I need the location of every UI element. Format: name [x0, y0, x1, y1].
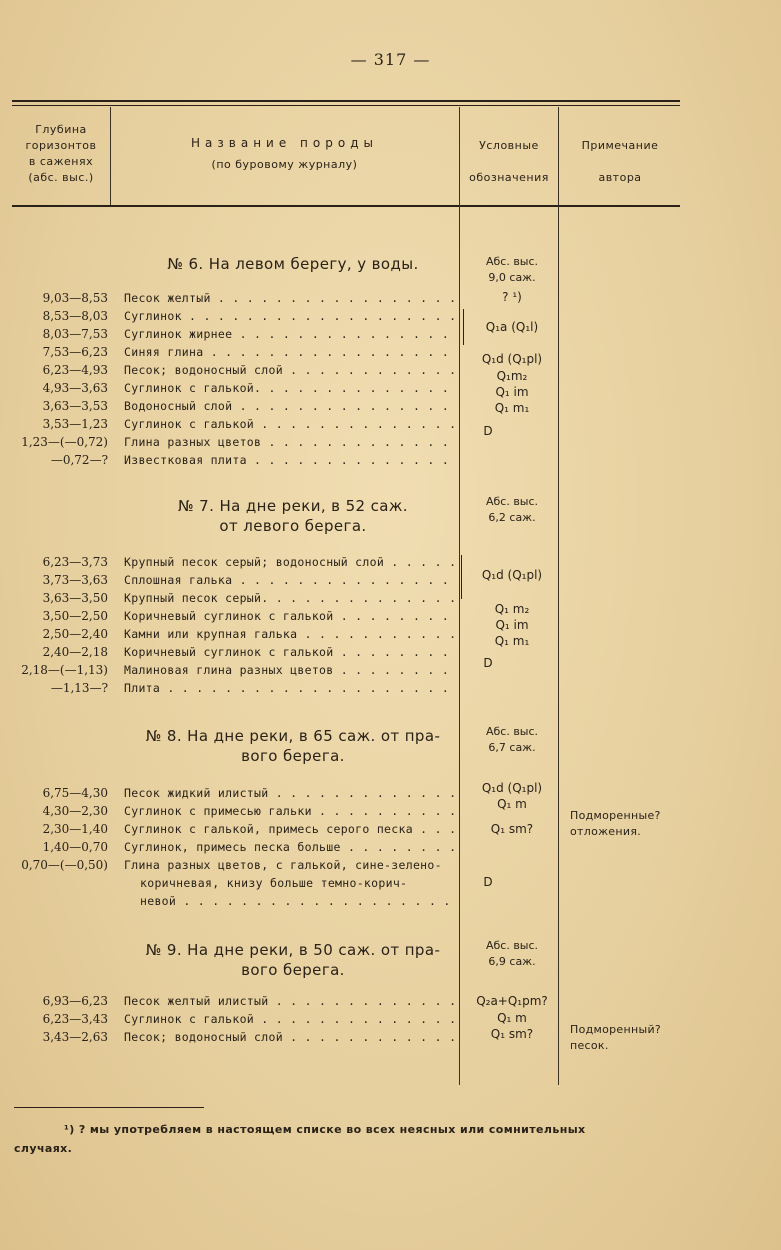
geologic-symbol: Q₁d (Q₁pl) [481, 568, 543, 582]
layer-rock: Камни или крупная галька . . . [124, 625, 454, 643]
layer-rock: Суглинок жирнее . . . [124, 325, 454, 343]
header-symbols-line: обозначения [469, 171, 549, 184]
layer-depth: 4,93—3,63 [42, 381, 108, 395]
layer-rock: Крупный песок серый; водоносный слой . . . [124, 553, 454, 571]
layer-depth: 2,40—2,18 [42, 645, 108, 659]
absolute-height-value: 6,7 саж. [488, 741, 536, 754]
layer-rock: Песок желтый илистый . . . [124, 992, 454, 1010]
borehole-title-line: вого берега. [241, 961, 345, 979]
geologic-symbol: Q₁d (Q₁pl) [481, 352, 543, 366]
borehole-title [118, 726, 468, 766]
header-rock-name-line: (по буровому журналу) [211, 158, 358, 171]
absolute-height [464, 494, 560, 526]
column-divider-1 [110, 107, 111, 205]
footnote [14, 1120, 694, 1158]
layer-rock: Коричневый суглинок с галькой . . . [124, 643, 454, 661]
geologic-symbol: Q₁ m [497, 797, 527, 811]
layer-depth: 8,53—8,03 [42, 309, 108, 323]
borehole-title-line: вого берега. [241, 747, 345, 765]
layer-rock: невой . . . [140, 892, 454, 910]
layer-rock: Крупный песок серый. . . . [124, 589, 454, 607]
layer-rock: Песок; водоносный слой . . . [124, 1028, 454, 1046]
page-number: — 317 — [350, 50, 431, 69]
layer-depth: 9,03—8,53 [42, 291, 108, 305]
header-bottom-rule [12, 205, 680, 207]
layer-depth: 4,30—2,30 [42, 804, 108, 818]
borehole-title-line: № 7. На дне реки, в 52 саж. [178, 497, 408, 515]
geologic-symbol: Q₁d (Q₁pl) [481, 781, 543, 795]
header-depth-line: горизонтов [25, 139, 97, 152]
layer-rock: Плита . . . [124, 679, 454, 697]
borehole-title-line: № 9. На дне реки, в 50 саж. от пра- [145, 941, 441, 959]
geologic-symbol: Q₁ m₂ [494, 602, 530, 616]
borehole-title [118, 254, 468, 274]
author-note [570, 808, 690, 840]
layer-rock: Суглинок с галькой . . . [124, 415, 454, 433]
layer-depth: 3,43—2,63 [42, 1030, 108, 1044]
layer-depth: —1,13—? [50, 681, 108, 695]
geologic-symbol: Q₂a+Q₁pm? [476, 994, 548, 1008]
layer-depth: 6,23—3,43 [42, 1012, 108, 1026]
table-top-rule [12, 100, 680, 102]
layer-rock: коричневая, книзу больше темно-корич- [140, 876, 408, 890]
borehole-title-line: от левого берега. [219, 517, 367, 535]
table-top-rule-thin [12, 105, 680, 106]
layer-depth: 6,93—6,23 [42, 994, 108, 1008]
header-symbols-line: Условные [479, 139, 539, 152]
layer-rock: Известковая плита . . . [124, 451, 454, 469]
layer-rock: Песок желтый . . . [124, 289, 454, 307]
layer-rock: Коричневый суглинок с галькой . . . [124, 607, 454, 625]
author-note [570, 1022, 690, 1054]
header-depth-line: Глубина [35, 123, 87, 136]
layer-depth: 3,63—3,50 [42, 591, 108, 605]
author-note-line: Подморенные? [570, 809, 661, 822]
layer-depth: 3,73—3,63 [42, 573, 108, 587]
layer-rock: Глина разных цветов, с галькой, сине-зелено- [124, 858, 442, 872]
absolute-height-value: 9,0 саж. [488, 271, 536, 284]
layer-depth: 6,75—4,30 [42, 786, 108, 800]
layer-depth: 1,40—0,70 [42, 840, 108, 854]
geologic-symbol: Q₁a (Q₁l) [485, 320, 539, 334]
geologic-symbol: Q₁ sm? [490, 822, 534, 836]
absolute-height [464, 724, 560, 756]
absolute-height-label: Абс. выс. [485, 939, 539, 952]
layer-rock: Песок жидкий илистый . . . [124, 784, 454, 802]
header-notes [560, 130, 680, 194]
header-rock-name [112, 132, 457, 176]
borehole-title-line: № 8. На дне реки, в 65 саж. от пра- [145, 727, 441, 745]
layer-depth: 2,50—2,40 [42, 627, 108, 641]
layer-rock: Малиновая глина разных цветов . . . [124, 661, 454, 679]
borehole-title-line: № 6. На левом берегу, у воды. [167, 255, 419, 273]
geologic-symbol: Q₁ im [495, 385, 529, 399]
header-notes-line: автора [598, 171, 642, 184]
geologic-symbol: Q₁ m₁ [494, 401, 530, 415]
footnote-line: случаях. [14, 1142, 73, 1155]
geologic-symbol: D [483, 875, 493, 889]
header-depth-line: в саженях [28, 155, 94, 168]
header-rock-name-line: Название породы [191, 136, 378, 150]
layer-depth: 3,53—1,23 [42, 417, 108, 431]
footnote-line: ¹) ? мы употребляем в настоящем списке во всех неясных или сомнительных [64, 1123, 586, 1136]
absolute-height-value: 6,9 саж. [488, 955, 536, 968]
layer-rock: Суглинок . . . [124, 307, 454, 325]
footnote-rule [14, 1107, 204, 1108]
layer-depth: 1,23—(—0,72) [21, 435, 108, 449]
absolute-height [464, 254, 560, 286]
layer-depth: 2,18—(—1,13) [21, 663, 108, 677]
borehole-title [118, 496, 468, 536]
layer-rock: Суглинок с галькой . . . [124, 1010, 454, 1028]
geologic-symbol: D [483, 656, 493, 670]
author-note-line: отложения. [570, 825, 642, 838]
layer-depth: 6,23—4,93 [42, 363, 108, 377]
header-depth-line: (абс. выс.) [28, 171, 94, 184]
geologic-symbol: Q₁ im [495, 618, 529, 632]
layer-rock: Суглинок с примесью гальки . . . [124, 802, 454, 820]
geologic-symbol: Q₁ sm? [490, 1027, 534, 1041]
absolute-height-value: 6,2 саж. [488, 511, 536, 524]
geologic-symbol: Q₁m₂ [496, 369, 528, 383]
borehole-title [118, 940, 468, 980]
geologic-symbol: Q₁ m [497, 1011, 527, 1025]
layer-depth: 8,03—7,53 [42, 327, 108, 341]
absolute-height-label: Абс. выс. [485, 255, 539, 268]
header-notes-line: Примечание [581, 139, 659, 152]
layer-rock: Суглинок с галькой. . . . [124, 379, 454, 397]
layer-rock: Глина разных цветов . . . [124, 433, 454, 451]
author-note-line: Подморенный? [570, 1023, 662, 1036]
layer-depth: 3,50—2,50 [42, 609, 108, 623]
geologic-symbol: ? ¹) [502, 290, 522, 304]
geologic-symbol: D [483, 424, 493, 438]
absolute-height-label: Абс. выс. [485, 725, 539, 738]
layer-rock: Синяя глина . . . [124, 343, 454, 361]
layer-depth: 2,30—1,40 [42, 822, 108, 836]
layer-rock: Водоносный слой . . . [124, 397, 454, 415]
layer-rock: Суглинок, примесь песка больше . . . [124, 838, 454, 856]
layer-depth: 0,70—(—0,50) [21, 858, 108, 872]
layer-depth: 3,63—3,53 [42, 399, 108, 413]
geologic-symbol: Q₁ m₁ [494, 634, 530, 648]
layer-rock: Сплошная галька . . . [124, 571, 454, 589]
absolute-height [464, 938, 560, 970]
author-note-line: песок. [570, 1039, 609, 1052]
header-symbols [461, 130, 557, 194]
layer-depth: 6,23—3,73 [42, 555, 108, 569]
header-depth [14, 122, 108, 186]
layer-rock: Суглинок с галькой, примесь серого песка . . . [124, 820, 454, 838]
layer-rock: Песок; водоносный слой . . . [124, 361, 454, 379]
layer-depth: —0,72—? [50, 453, 108, 467]
layer-depth: 7,53—6,23 [42, 345, 108, 359]
absolute-height-label: Абс. выс. [485, 495, 539, 508]
